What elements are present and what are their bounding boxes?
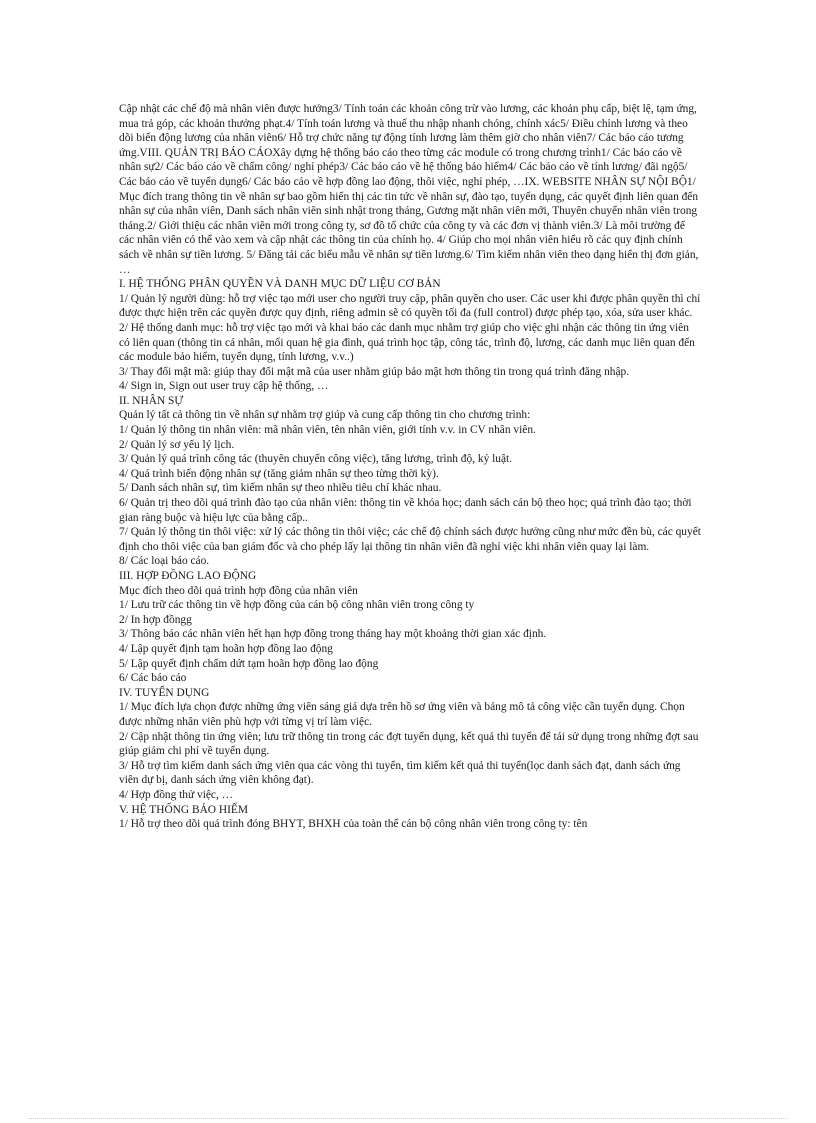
paragraph: 1/ Lưu trữ các thông tin về hợp đồng của cán bộ công nhân viên trong công ty: [119, 599, 475, 612]
paragraph: 6/ Các báo cáo: [119, 672, 187, 685]
section-heading-5: V. HỆ THỐNG BẢO HIỂM: [119, 803, 248, 816]
paragraph: 7/ Quản lý thông tin thôi việc: xử lý các thông tin thôi việc; các chế độ chính sách được hưởng cũng như mức đền bù, các quyết định cho thôi việc của ban giám đốc và cho phép lấy lại thông tin nhân viên đã nghỉ việc khi nhân viên quay lại làm.: [119, 526, 701, 553]
paragraph: 2/ Hệ thống danh mục: hỗ trợ việc tạo mới và khai báo các danh mục nhằm trợ giúp cho việc ghi nhận các thông tin ứng viên có liên quan (thông tin cá nhân, mối quan hệ gia đình, quá trình học tập, công tác, trình độ, lương, các danh mục liên quan đến các module bảo hiểm, tuyển dụng, tính lương, v.v..): [119, 321, 695, 364]
page-bottom-divider: [28, 1118, 788, 1119]
paragraph: 4/ Sign in, Sign out user truy cập hệ thống, …: [119, 380, 329, 393]
paragraph: 4/ Hợp đồng thử việc, …: [119, 788, 234, 801]
paragraph: 1/ Hỗ trợ theo dõi quá trình đóng BHYT, BHXH của toàn thể cán bộ công nhân viên trong công ty: tên: [119, 818, 588, 831]
intro-paragraph: Cập nhật các chế độ mà nhân viên được hưởng3/ Tính toán các khoản công trừ vào lương, các khoản phụ cấp, biệt lệ, tạm ứng, mua trả góp, các khoản thưởng phạt.4/ Tính toán lương và thuế thu nhập nhanh chóng, chính xác5/ Điều chỉnh lương và theo dõi biến động lương của nhân viên6/ Hỗ trợ chức năng tự động tính lương làm thêm giờ cho nhân viên7/ Các báo cáo tương ứng.VIII. QUẢN TRỊ BÁO CÁOXây dựng hệ thống báo cáo theo từng các module có trong chương trình1/ Các báo cáo về nhân sự2/ Các báo cáo về chấm công/ nghỉ phép3/ Các báo cáo về hệ thống bảo hiểm4/ Các báo cáo về tính lương/ đãi ngộ5/ Các báo cáo về tuyển dụng6/ Các báo cáo về hợp đồng lao động, thôi việc, nghỉ phép, …IX. WEBSITE NHÂN SỰ NỘI BỘ1/ Mục đích trang thông tin về nhân sự bao gồm hiển thị các tin tức về nhân sự, đào tạo, tuyển dụng, các quyết định liên quan đến nhân sự của nhân viên, Danh sách nhân viên sinh nhật trong tháng, Gương mặt nhân viên mới, Thuyên chuyển nhân viên trong tháng.2/ Giới thiệu các nhân viên mới trong công ty, sơ đồ tổ chức của công ty và các đơn vị thành viên.3/ Là môi trường để các nhân viên có thể vào xem và cập nhật các thông tin của chính họ. 4/ Giúp cho mọi nhân viên hiểu rõ các quy định chính sách về nhân sự tiền lương. 5/ Đăng tải các biểu mẫu về nhân sự tiền lương.6/ Tìm kiếm nhân viên theo dạng hiển thị đơn giản, …: [119, 103, 699, 276]
paragraph: 3/ Quản lý quá trình công tác (thuyên chuyển công việc), tăng lương, trình độ, kỷ luật.: [119, 453, 513, 466]
paragraph: 6/ Quản trị theo dõi quá trình đào tạo của nhân viên: thông tin về khóa học; danh sách cán bộ theo học; quá trình đào tạo; thời gian ràng buộc và hiệu lực của bằng cấp..: [119, 497, 692, 524]
paragraph: 1/ Quản lý thông tin nhân viên: mã nhân viên, tên nhân viên, giới tính v.v. in CV nhân viên.: [119, 424, 536, 437]
paragraph: 2/ In hợp đồngg: [119, 613, 192, 626]
section-heading-2: II. NHÂN SỰ: [119, 394, 184, 407]
paragraph: 1/ Quản lý người dùng: hỗ trợ việc tạo mới user cho người truy cập, phân quyền cho user. Các user khi được phân quyền thì chỉ được thực hiện trên các quyền được quy định, riêng admin sẽ có quyền tối đa (full control) được phép tạo, xóa, sửa user khác.: [119, 292, 701, 320]
paragraph: Mục đích theo dõi quá trình hợp đồng của nhân viên: [119, 584, 358, 597]
paragraph: 8/ Các loại báo cáo.: [119, 555, 210, 568]
section-heading-1: I. HỆ THỐNG PHÂN QUYỀN VÀ DANH MỤC DỮ LIỆU CƠ BẢN: [119, 278, 441, 291]
document-body: [119, 102, 701, 832]
paragraph: Quản lý tất cả thông tin về nhân sự nhằm trợ giúp và cung cấp thông tin cho chương trình:: [119, 409, 531, 422]
section-heading-4: IV. TUYỂN DỤNG: [119, 686, 210, 699]
paragraph: 4/ Lập quyết định tạm hoãn hợp đồng lao động: [119, 642, 333, 655]
paragraph: 4/ Quá trình biến động nhân sự (tăng giảm nhân sự theo từng thời kỳ).: [119, 467, 439, 480]
paragraph: 3/ Hỗ trợ tìm kiếm danh sách ứng viên qua các vòng thi tuyển, tìm kiếm kết quả thi tuyển(lọc danh sách đạt, danh sách ứng viên dự bị, danh sách ứng viên không đạt).: [119, 759, 681, 787]
paragraph: 1/ Mục đích lựa chọn được những ứng viên sáng giá dựa trên hồ sơ ứng viên và bảng mô tả công việc cần tuyển dụng. Chọn được những nhân viên phù hợp với từng vị trí làm việc.: [119, 701, 685, 728]
paragraph: 2/ Quản lý sơ yếu lý lịch.: [119, 438, 235, 451]
paragraph: 3/ Thông báo các nhân viên hết hạn hợp đồng trong tháng hay một khoảng thời gian xác định.: [119, 628, 547, 641]
paragraph: 5/ Danh sách nhân sự, tìm kiếm nhân sự theo nhiều tiêu chí khác nhau.: [119, 482, 442, 495]
paragraph: 2/ Cập nhật thông tin ứng viên; lưu trữ thông tin trong các đợt tuyển dụng, kết quả thi tuyển để tái sử dụng trong những đợt sau giúp giảm chi phí về tuyển dụng.: [119, 730, 699, 758]
paragraph: 3/ Thay đổi mật mã: giúp thay đổi mật mã của user nhằm giúp bảo mật hơn thông tin trong quá trình đăng nhập.: [119, 365, 630, 378]
section-heading-3: III. HỢP ĐỒNG LAO ĐỘNG: [119, 570, 257, 582]
paragraph: 5/ Lập quyết định chấm dứt tạm hoãn hợp đồng lao động: [119, 657, 379, 670]
